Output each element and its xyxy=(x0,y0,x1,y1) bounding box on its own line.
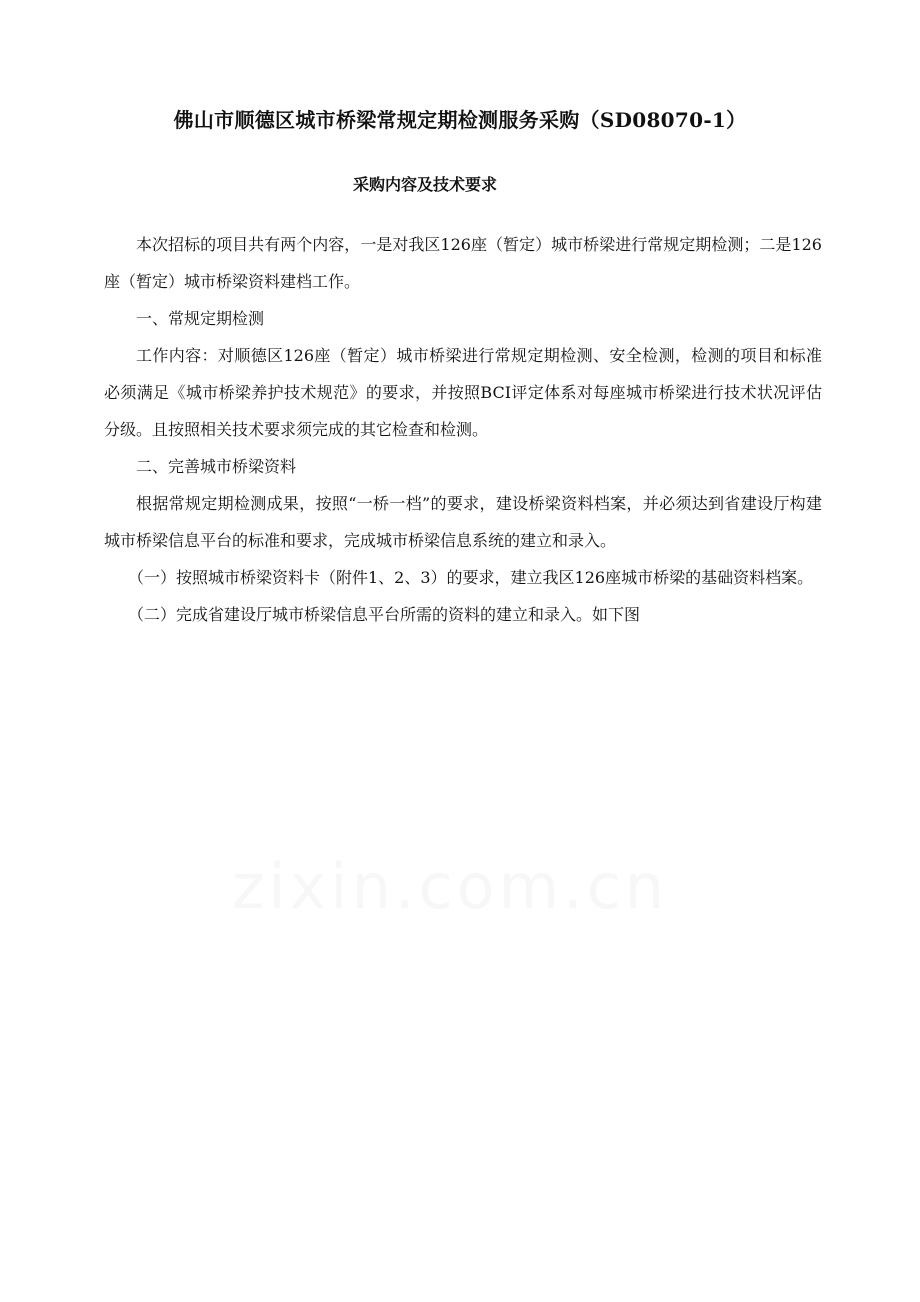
sub-item-1: （一）按照城市桥梁资料卡（附件1、2、3）的要求，建立我区126座城市桥梁的基础资料档案。 xyxy=(128,568,814,587)
sub-item-2: （二）完成省建设厅城市桥梁信息平台所需的资料的建立和录入。如下图 xyxy=(128,605,641,624)
section-heading-1: 一、常规定期检测 xyxy=(136,309,265,328)
document-body xyxy=(104,226,822,633)
document-title: 佛山市顺德区城市桥梁常规定期检测服务采购（SD08070-1） xyxy=(173,108,747,132)
section-heading-2: 二、完善城市桥梁资料 xyxy=(136,457,297,476)
intro-paragraph: 本次招标的项目共有两个内容，一是对我区126座（暂定）城市桥梁进行常规定期检测；二是126座（暂定）城市桥梁资料建档工作。 xyxy=(104,235,822,291)
document-subtitle: 采购内容及技术要求 xyxy=(352,175,497,194)
work-content-paragraph: 工作内容：对顺德区126座（暂定）城市桥梁进行常规定期检测、安全检测，检测的项目和标准必须满足《城市桥梁养护技术规范》的要求，并按照BCI评定体系对每座城市桥梁进行技术状况评估分级。且按照相关技术要求须完成的其它检查和检测。 xyxy=(104,346,822,439)
watermark: zixin.com.cn xyxy=(231,850,669,923)
archive-paragraph: 根据常规定期检测成果，按照“一桥一档”的要求，建设桥梁资料档案，并必须达到省建设厅构建城市桥梁信息平台的标准和要求，完成城市桥梁信息系统的建立和录入。 xyxy=(104,494,822,550)
